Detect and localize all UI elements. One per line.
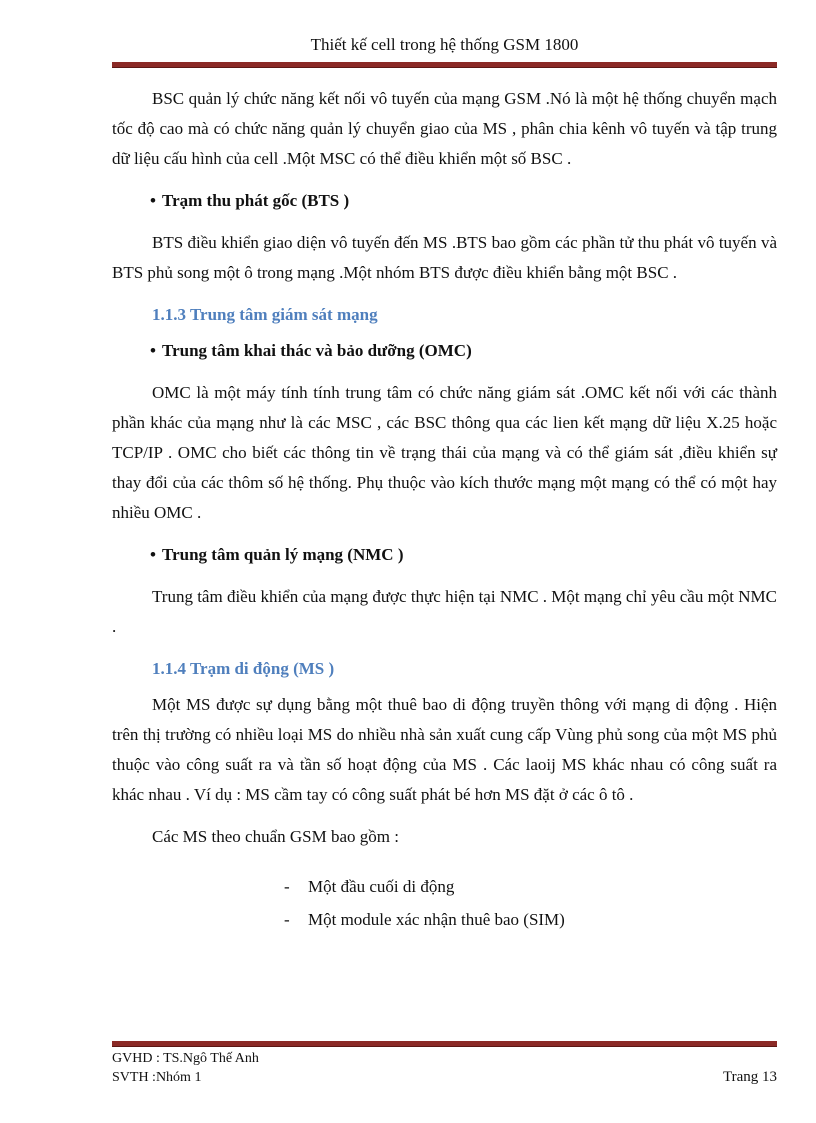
page-footer — [112, 1049, 777, 1087]
list-item — [284, 870, 777, 903]
bullet-dot-icon: • — [150, 191, 156, 210]
header-rule — [112, 62, 777, 68]
bullet-nmc — [150, 540, 777, 570]
document-body — [112, 84, 777, 936]
footer-students: SVTH :Nhóm 1 — [112, 1070, 202, 1085]
paragraph-ms-components: Các MS theo chuẩn GSM bao gồm : — [152, 827, 399, 846]
paragraph-bts: BTS điều khiển giao diện vô tuyến đến MS .BTS bao gồm các phần tử thu phát vô tuyến và BTS phủ song một ô trong mạng .Một nhóm BTS được điều khiển bằng một BSC . — [112, 233, 777, 282]
bullet-omc — [150, 336, 777, 366]
section-heading-1-1-3: 1.1.3 Trung tâm giám sát mạng — [152, 305, 378, 324]
dash-bullet-icon: - — [284, 910, 290, 929]
bullet-bts — [150, 186, 777, 216]
dash-bullet-icon: - — [284, 877, 290, 896]
page-header-title: Thiết kế cell trong hệ thống GSM 1800 — [310, 35, 579, 54]
page-number: Trang 13 — [722, 1069, 777, 1085]
bullet-nmc-label: Trung tâm quản lý mạng (NMC ) — [162, 545, 404, 564]
bullet-dot-icon: • — [150, 545, 156, 564]
bullet-dot-icon: • — [150, 341, 156, 360]
footer-rule — [112, 1041, 777, 1047]
bullet-omc-label: Trung tâm khai thác và bảo dưỡng (OMC) — [162, 341, 472, 360]
paragraph-ms: Một MS được sự dụng bằng một thuê bao di động truyền thông với mạng di động . Hiện trên thị trường có nhiều loại MS do nhiều nhà sản xuất cung cấp Vùng phủ song của một MS phủ thuộc vào công suất ra và tần số hoạt động của MS . Các laoij MS khác nhau có công suất ra khác nhau . Ví dụ : MS cầm tay có công suất phát bé hơn MS đặt ở các ô tô . — [112, 695, 777, 804]
paragraph-nmc: Trung tâm điều khiển của mạng được thực hiện tại NMC . Một mạng chỉ yêu cầu một NMC . — [112, 587, 777, 636]
section-heading-1-1-4: 1.1.4 Trạm di động (MS ) — [152, 659, 335, 678]
list-item — [284, 903, 777, 936]
footer-supervisor: GVHD : TS.Ngô Thế Anh — [112, 1051, 259, 1066]
ms-components-list — [284, 870, 777, 936]
list-item-text: Một đầu cuối di động — [308, 877, 455, 896]
paragraph-omc: OMC là một máy tính tính trung tâm có chức năng giám sát .OMC kết nối với các thành phần khác của mạng như là các MSC , các BSC thông qua các lien kết mạng dữ liệu X.25 hoặc TCP/IP . OMC cho biết các thông tin về trạng thái của mạng và có thể giám sát ,điều khiển sự thay đổi của các thôm số hệ thống. Phụ thuộc vào kích thước mạng một mạng có thể có một hay nhiều OMC . — [112, 383, 777, 522]
paragraph-bsc: BSC quản lý chức năng kết nối vô tuyến của mạng GSM .Nó là một hệ thống chuyển mạch tốc độ cao mà có chức năng quản lý chuyển giao của MS , phân chia kênh vô tuyến và tập trung dữ liệu cấu hình của cell .Một MSC có thể điều khiển một số BSC . — [112, 89, 777, 168]
bullet-bts-label: Trạm thu phát gốc (BTS ) — [162, 191, 350, 210]
list-item-text: Một module xác nhận thuê bao (SIM) — [308, 910, 565, 929]
